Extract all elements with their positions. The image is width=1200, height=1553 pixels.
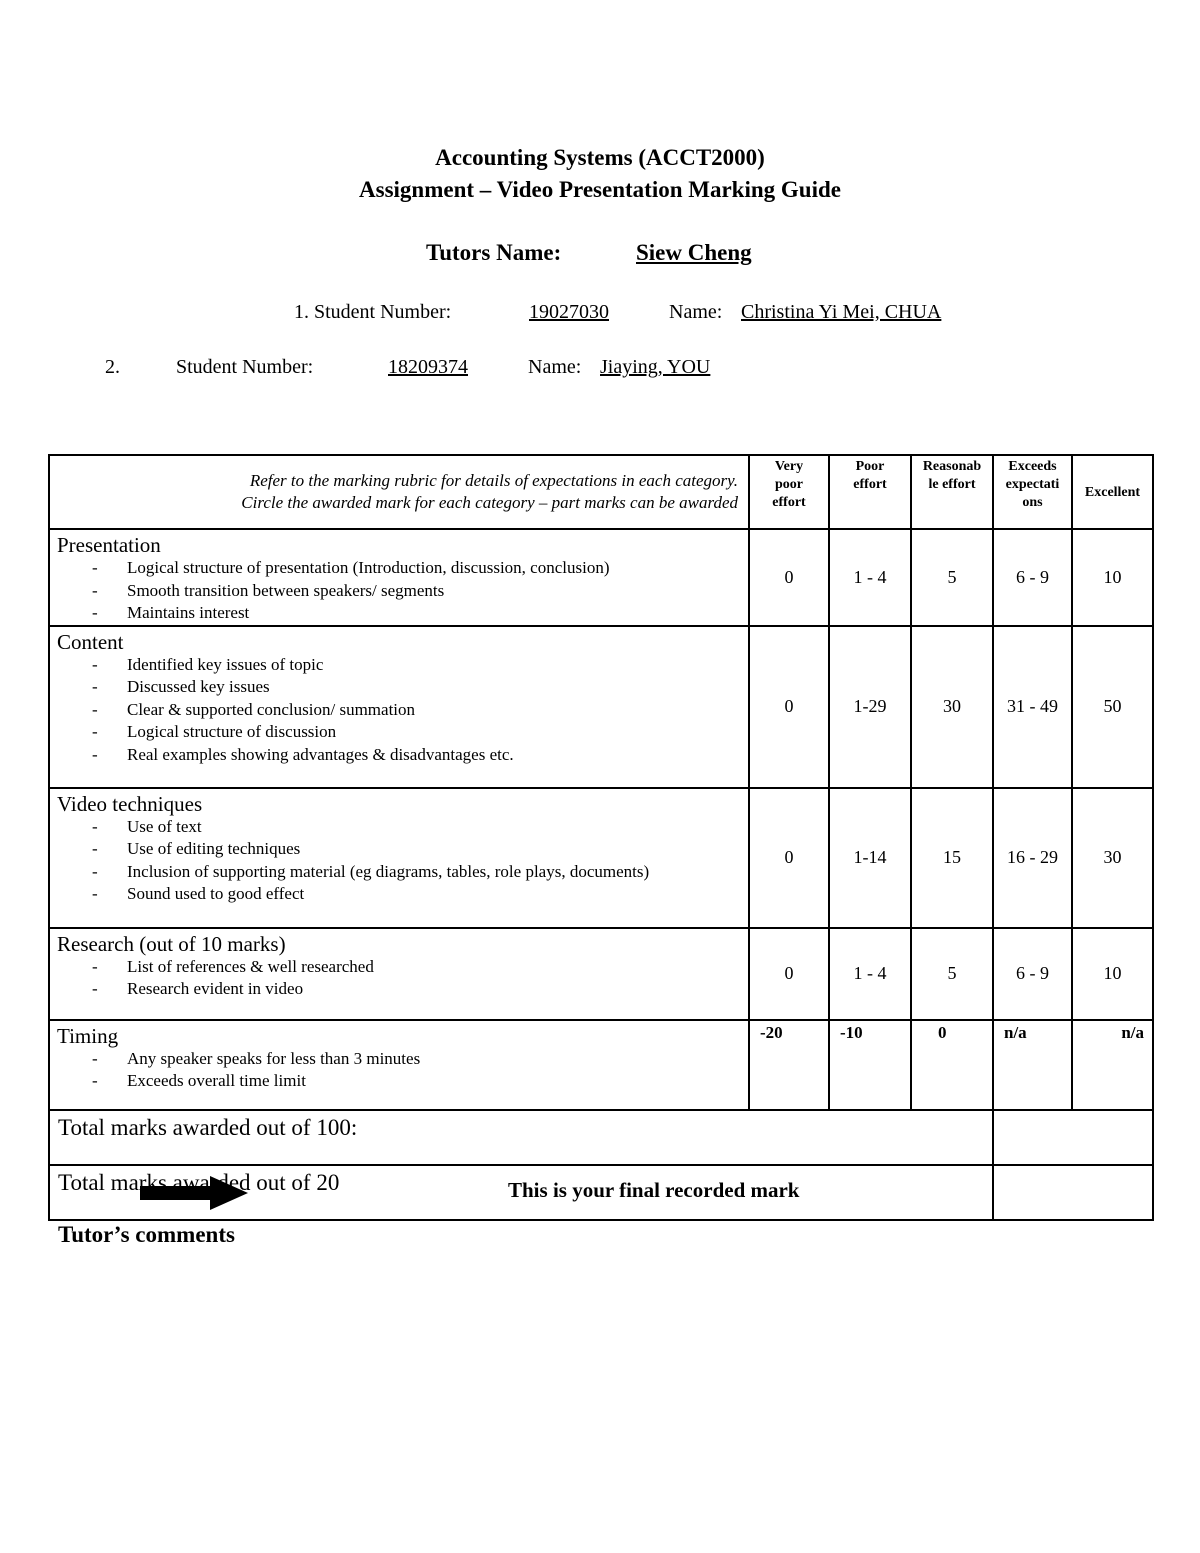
col-header-reasonable: Reasonab le effort	[911, 455, 993, 529]
course-title: Accounting Systems (ACCT2000)	[435, 145, 765, 170]
criteria-list	[57, 557, 748, 625]
criterion: - Any speaker speaks for less than 3 minutes	[92, 1048, 421, 1068]
mark-option[interactable]: 5	[911, 529, 993, 626]
category-cell	[49, 1020, 749, 1110]
mark-option[interactable]: 1-14	[829, 788, 911, 928]
criterion: - Clear & supported conclusion/ summation	[92, 699, 416, 719]
tutor-name: Siew Cheng	[636, 240, 752, 265]
criterion: - Inclusion of supporting material (eg diagrams, tables, role plays, documents)	[92, 861, 650, 881]
timing-mark[interactable]: 0	[911, 1020, 993, 1110]
rubric-row-timing	[49, 1020, 1153, 1110]
mark-option[interactable]: 1 - 4	[829, 529, 911, 626]
total-100-row	[49, 1110, 1153, 1165]
timing-mark: n/a	[1072, 1020, 1153, 1110]
criteria-list	[57, 816, 748, 906]
category-title: Video techniques	[57, 791, 203, 816]
criterion: - Use of text	[92, 816, 202, 836]
rubric-note-line2: Circle the awarded mark for each category – part marks can be awarded	[241, 493, 738, 512]
mark-option[interactable]: 0	[749, 626, 829, 788]
criterion: - Real examples showing advantages & disadvantages etc.	[92, 744, 514, 764]
rubric-row-research	[49, 928, 1153, 1020]
mark-option[interactable]: 1-29	[829, 626, 911, 788]
criteria-list	[57, 654, 748, 767]
timing-mark: n/a	[993, 1020, 1072, 1110]
timing-mark[interactable]: -20	[749, 1020, 829, 1110]
mark-option[interactable]: 30	[1072, 788, 1153, 928]
col-header-excellent: Excellent	[1072, 455, 1153, 529]
col-header-exceeds: Exceeds expectati ons	[993, 455, 1072, 529]
category-cell	[49, 928, 749, 1020]
rubric-header-row	[49, 455, 1153, 529]
mark-option[interactable]: 0	[749, 928, 829, 1020]
student-2-number-label: Student Number:	[176, 356, 314, 378]
criterion: - Maintains interest	[92, 603, 250, 622]
criteria-list	[57, 956, 748, 1001]
rubric-note-line1: Refer to the marking rubric for details of expectations in each category.	[249, 471, 738, 490]
category-title: Research (out of 10 marks)	[57, 931, 286, 956]
student-2-index: 2.	[105, 356, 120, 378]
rubric-instructions	[49, 455, 749, 529]
student-2-number: 18209374	[388, 356, 468, 378]
arrow-right-icon	[140, 1176, 252, 1210]
mark-option[interactable]: 31 - 49	[993, 626, 1072, 788]
mark-option[interactable]: 1 - 4	[829, 928, 911, 1020]
total-100-box[interactable]	[993, 1110, 1153, 1165]
marking-rubric-table	[48, 454, 1154, 1221]
mark-option[interactable]: 50	[1072, 626, 1153, 788]
final-mark-note: This is your final recorded mark	[508, 1177, 800, 1202]
criterion: - Discussed key issues	[92, 677, 270, 696]
category-title: Content	[57, 629, 124, 654]
total-20-box[interactable]	[993, 1165, 1153, 1220]
student-1-name-label: Name:	[669, 301, 723, 323]
rubric-row-content	[49, 626, 1153, 788]
category-title: Presentation	[57, 533, 161, 557]
mark-option[interactable]: 10	[1072, 529, 1153, 626]
criterion: - Smooth transition between speakers/ segments	[92, 580, 445, 600]
mark-option[interactable]: 16 - 29	[993, 788, 1072, 928]
category-cell	[49, 788, 749, 928]
criterion: - List of references & well researched	[92, 956, 374, 976]
student-2-name: Jiaying, YOU	[600, 356, 711, 378]
rubric-row-video-techniques	[49, 788, 1153, 928]
criteria-list	[57, 1048, 748, 1093]
criterion: - Exceeds overall time limit	[92, 1071, 306, 1090]
criterion: - Sound used to good effect	[92, 884, 305, 903]
timing-mark[interactable]: -10	[829, 1020, 911, 1110]
criterion: - Logical structure of presentation (Introduction, discussion, conclusion)	[92, 558, 610, 577]
category-title: Timing	[57, 1023, 119, 1048]
mark-option[interactable]: 15	[911, 788, 993, 928]
mark-option[interactable]: 6 - 9	[993, 529, 1072, 626]
col-header-very-poor: Very poor effort	[749, 455, 829, 529]
student-2-name-label: Name:	[528, 356, 582, 378]
category-cell	[49, 529, 749, 626]
rubric-row-presentation	[49, 529, 1153, 626]
criterion: - Use of editing techniques	[92, 839, 301, 858]
criterion: - Research evident in video	[92, 979, 304, 998]
tutor-label: Tutors Name:	[426, 240, 562, 265]
total-20-label: Total marks awarded out of 20	[58, 1169, 340, 1195]
category-cell	[49, 626, 749, 788]
total-100-label: Total marks awarded out of 100:	[49, 1110, 993, 1165]
mark-option[interactable]: 6 - 9	[993, 928, 1072, 1020]
total-20-row	[49, 1165, 1153, 1220]
student-1-number: 19027030	[529, 301, 609, 323]
criterion: - Identified key issues of topic	[92, 654, 324, 674]
mark-option[interactable]: 30	[911, 626, 993, 788]
criterion: - Logical structure of discussion	[92, 722, 337, 741]
student-1-name: Christina Yi Mei, CHUA	[741, 301, 942, 323]
mark-option[interactable]: 0	[749, 788, 829, 928]
tutor-comments-label: Tutor’s comments	[58, 1222, 235, 1247]
col-header-poor: Poor effort	[829, 455, 911, 529]
mark-option[interactable]: 0	[749, 529, 829, 626]
mark-option[interactable]: 5	[911, 928, 993, 1020]
assignment-title: Assignment – Video Presentation Marking Guide	[359, 177, 841, 202]
mark-option[interactable]: 10	[1072, 928, 1153, 1020]
student-1-number-label: 1. Student Number:	[294, 301, 452, 323]
total-20-cell	[49, 1165, 993, 1220]
